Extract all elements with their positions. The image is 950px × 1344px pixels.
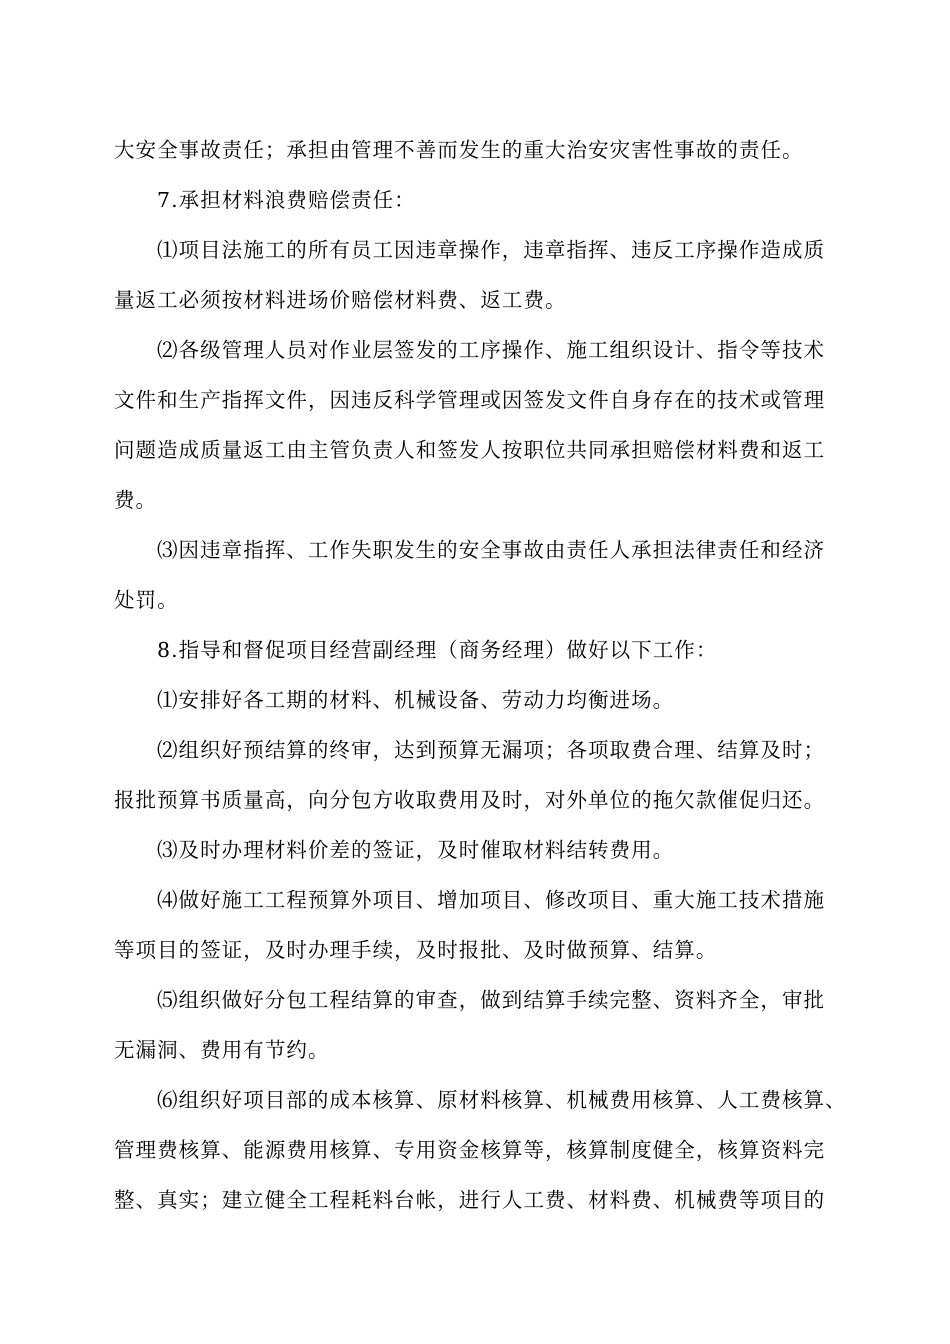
paragraph-line: 文件和生产指挥文件，因违反科学管理或因签发文件自身存在的技术或管理 (114, 388, 826, 412)
paragraph-line: ⑴项目法施工的所有员工因违章操作，违章指挥、违反工序操作造成质 (157, 238, 826, 262)
paragraph-line: 整、真实；建立健全工程耗料台帐，进行人工费、材料费、机械费等项目的 (114, 1188, 826, 1212)
paragraph-line: ⑶及时办理材料价差的签证，及时催取材料结转费用。 (157, 838, 675, 862)
paragraph-line: ⑸组织做好分包工程结算的审查，做到结算手续完整、资料齐全，审批 (157, 988, 826, 1012)
paragraph-line: 大安全事故责任；承担由管理不善而发生的重大治安灾害性事故的责任。 (114, 138, 804, 162)
paragraph-line: 问题造成质量返工由主管负责人和签发人按职位共同承担赔偿材料费和返工 (114, 438, 826, 462)
paragraph-line: 等项目的签证，及时办理手续，及时报批、及时做预算、结算。 (114, 938, 718, 962)
section-heading-7: 7.承担材料浪费赔偿责任： (157, 188, 416, 212)
paragraph-line: ⑵各级管理人员对作业层签发的工序操作、施工组织设计、指令等技术 (157, 338, 826, 362)
paragraph-line: ⑷做好施工工程预算外项目、增加项目、修改项目、重大施工技术措施 (157, 888, 826, 912)
paragraph-line: ⑹组织好项目部的成本核算、原材料核算、机械费用核算、人工费核算、 (157, 1088, 847, 1112)
paragraph-line: 报批预算书质量高，向分包方收取费用及时，对外单位的拖欠款催促归还。 (114, 788, 826, 812)
paragraph-line: 处罚。 (114, 588, 179, 612)
paragraph-line: ⑴安排好各工期的材料、机械设备、劳动力均衡进场。 (157, 688, 675, 712)
paragraph-line: ⑵组织好预结算的终审，达到预算无漏项；各项取费合理、结算及时； (157, 738, 826, 762)
paragraph-line: 管理费核算、能源费用核算、专用资金核算等，核算制度健全，核算资料完 (114, 1138, 826, 1162)
paragraph-line: 费。 (114, 488, 158, 512)
section-heading-8: 8.指导和督促项目经营副经理（商务经理）做好以下工作： (157, 638, 718, 662)
paragraph-line: ⑶因违章指挥、工作失职发生的安全事故由责任人承担法律责任和经济 (157, 538, 826, 562)
paragraph-line: 无漏洞、费用有节约。 (114, 1038, 330, 1062)
paragraph-line: 量返工必须按材料进场价赔偿材料费、返工费。 (114, 288, 567, 312)
